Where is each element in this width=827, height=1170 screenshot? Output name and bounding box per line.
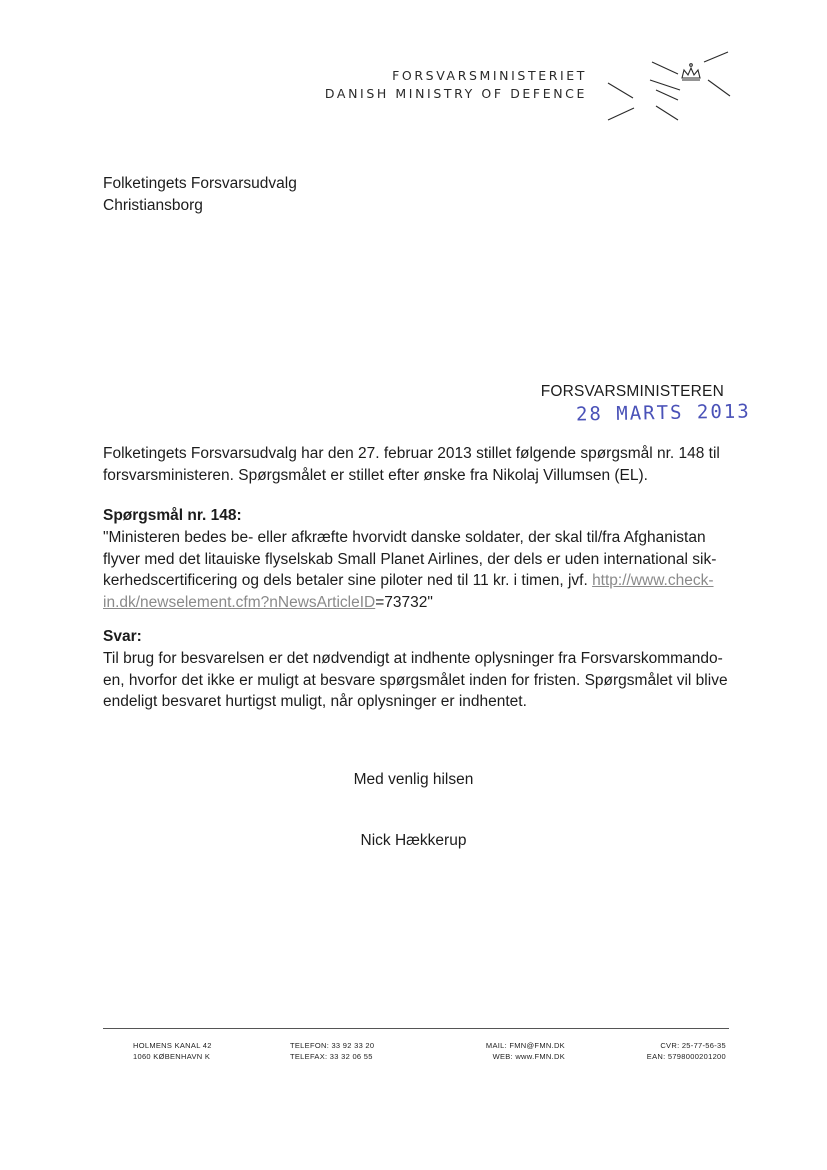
footer-address-line1: HOLMENS KANAL 42 bbox=[133, 1041, 212, 1050]
footer-phone bbox=[290, 1041, 374, 1062]
footer-ids bbox=[647, 1041, 726, 1062]
closing-greeting: Med venlig hilsen bbox=[353, 771, 474, 788]
question-heading: Spørgsmål nr. 148: bbox=[103, 507, 242, 524]
intro-line1: Folketingets Forsvarsudvalg har den 27. februar 2013 stillet følgende spørgsmål nr. 148 til bbox=[103, 445, 720, 462]
question-line2: flyver med det litauiske flyselskab Small Planet Airlines, der dels er uden international sik- bbox=[103, 550, 717, 568]
answer-line2: en, hvorfor det ikke er muligt at besvare spørgsmålet inden for fristen. Spørgsmålet vil blive bbox=[103, 671, 728, 689]
question-line3 bbox=[103, 570, 729, 592]
footer-divider bbox=[103, 1028, 729, 1029]
handwritten-date: 28 MARTS 2013 bbox=[576, 400, 752, 426]
crown-emblem-icon bbox=[600, 50, 740, 130]
intro-line2: forsvarsministeren. Spørgsmålet er stillet efter ønske fra Nikolaj Villumsen (EL). bbox=[103, 466, 648, 484]
article-link-part1[interactable]: http://www.check- bbox=[592, 572, 714, 589]
answer-line3: endeligt besvaret hurtigst muligt, når oplysninger er indhentet. bbox=[103, 693, 527, 710]
article-link-part2[interactable]: in.dk/newselement.cfm?nNewsArticleID bbox=[103, 593, 376, 611]
recipient-address bbox=[103, 173, 297, 217]
recipient-line1: Folketingets Forsvarsudvalg bbox=[103, 175, 297, 192]
signatory-name: Nick Hækkerup bbox=[360, 832, 467, 849]
sender-title: FORSVARSMINISTEREN bbox=[540, 383, 724, 400]
org-name-danish: FORSVARSMINISTERIET bbox=[392, 68, 587, 83]
org-name-english: DANISH MINISTRY OF DEFENCE bbox=[324, 86, 587, 101]
footer-contact bbox=[486, 1041, 565, 1062]
footer-web: WEB: www.FMN.DK bbox=[492, 1051, 565, 1061]
footer-address bbox=[133, 1041, 212, 1062]
answer-heading: Svar: bbox=[103, 628, 142, 645]
question-text bbox=[103, 527, 729, 613]
question-line3-text: kerhedscertificering og dels betaler sine piloter ned til 11 kr. i timen, jvf. bbox=[103, 572, 593, 589]
footer-telefon: TELEFON: 33 92 33 20 bbox=[290, 1041, 375, 1050]
footer-address-line2: 1060 KØBENHAVN K bbox=[133, 1051, 211, 1061]
recipient-line2: Christiansborg bbox=[103, 197, 203, 214]
footer-telefax: TELEFAX: 33 32 06 55 bbox=[290, 1051, 373, 1061]
question-line1: "Ministeren bedes be- eller afkræfte hvorvidt danske soldater, der skal til/fra Afghanistan bbox=[103, 529, 706, 546]
answer-text bbox=[103, 648, 729, 713]
question-line4-text: =73732" bbox=[375, 593, 433, 611]
question-line4 bbox=[103, 592, 729, 614]
intro-paragraph bbox=[103, 443, 729, 486]
footer-ean: EAN: 5798000201200 bbox=[646, 1051, 726, 1061]
answer-line1: Til brug for besvarelsen er det nødvendigt at indhente oplysninger fra Forsvarskommando- bbox=[103, 650, 723, 667]
footer-mail: MAIL: FMN@FMN.DK bbox=[485, 1041, 565, 1050]
footer-cvr: CVR: 25-77-56-35 bbox=[660, 1041, 726, 1050]
